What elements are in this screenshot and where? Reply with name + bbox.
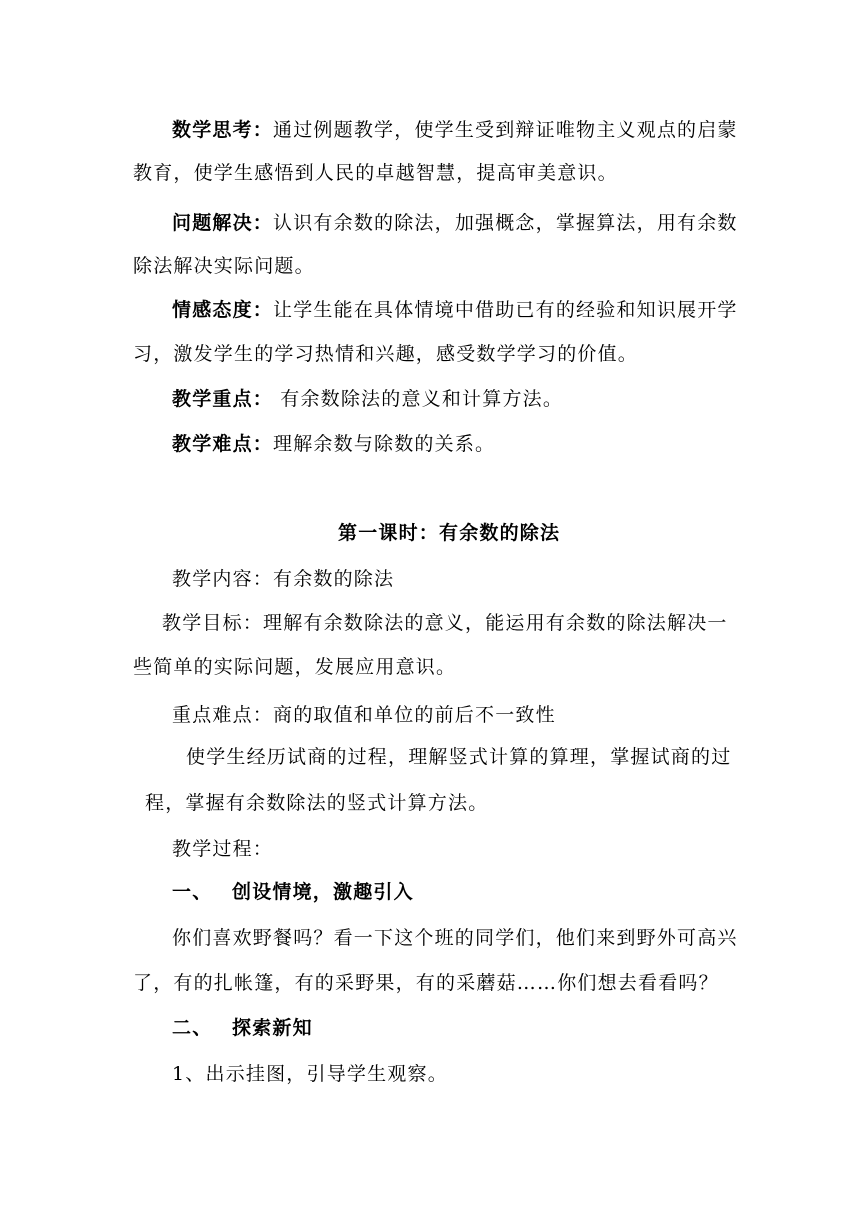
- key-point-label: 教学重点：: [172, 388, 274, 410]
- process-line-1: 使学生经历试商的过程，理解竖式计算的算理，掌握试商的过: [186, 746, 732, 768]
- attitude-line-2: 习，激发学生的学习热情和兴趣，感受数学学习的价值。: [133, 343, 639, 365]
- section-2-heading: 探索新知: [232, 1017, 313, 1039]
- key-point-line: [172, 386, 563, 412]
- lesson-title: 第一课时：有余数的除法: [338, 522, 561, 544]
- difficulty-label: 教学难点：: [172, 433, 274, 455]
- attitude-line-1: [172, 297, 738, 323]
- problem-solving-line-2: 除法解决实际问题。: [133, 255, 315, 277]
- step-1: 1、出示挂图，引导学生观察。: [172, 1063, 448, 1085]
- lesson-goal-line-2: 些简单的实际问题，发展应用意识。: [133, 656, 457, 678]
- section-1-number: 一、: [172, 881, 213, 903]
- lesson-goal-line-1: 教学目标：理解有余数除法的意义，能运用有余数的除法解决一: [162, 612, 728, 634]
- section-2-number: 二、: [172, 1017, 213, 1039]
- difficulty-line: [172, 431, 495, 457]
- attitude-label: 情感态度：: [172, 299, 274, 321]
- math-thinking-line-2: 教育，使学生感悟到人民的卓越智慧，提高审美意识。: [133, 162, 618, 184]
- problem-solving-line-1: [172, 210, 738, 236]
- intro-line-1: 你们喜欢野餐吗？看一下这个班的同学们，他们来到野外可高兴: [172, 927, 738, 949]
- lesson-content: 教学内容：有余数的除法: [172, 568, 395, 590]
- intro-line-2: 了，有的扎帐篷，有的采野果，有的采蘑菇……你们想去看看吗？: [133, 972, 719, 994]
- difficulty-text: 理解余数与除数的关系。: [273, 433, 496, 455]
- attitude-text: 让学生能在具体情境中借助已有的经验和知识展开学: [273, 299, 738, 321]
- problem-solving-label: 问题解决：: [172, 212, 274, 234]
- key-difficulty-line: 重点难点：商的取值和单位的前后不一致性: [172, 704, 556, 726]
- key-point-text: 有余数除法的意义和计算方法。: [273, 388, 564, 410]
- process-label: 教学过程：: [172, 838, 274, 860]
- process-line-2: 程，掌握有余数除法的竖式计算方法。: [145, 792, 489, 814]
- section-1-heading: 创设情境，激趣引入: [232, 881, 414, 903]
- math-thinking-text: 通过例题教学，使学生受到辩证唯物主义观点的启蒙: [273, 119, 738, 141]
- problem-solving-text: 认识有余数的除法，加强概念，掌握算法，用有余数: [273, 212, 738, 234]
- math-thinking-line-1: [172, 117, 738, 143]
- math-thinking-label: 数学思考：: [172, 119, 274, 141]
